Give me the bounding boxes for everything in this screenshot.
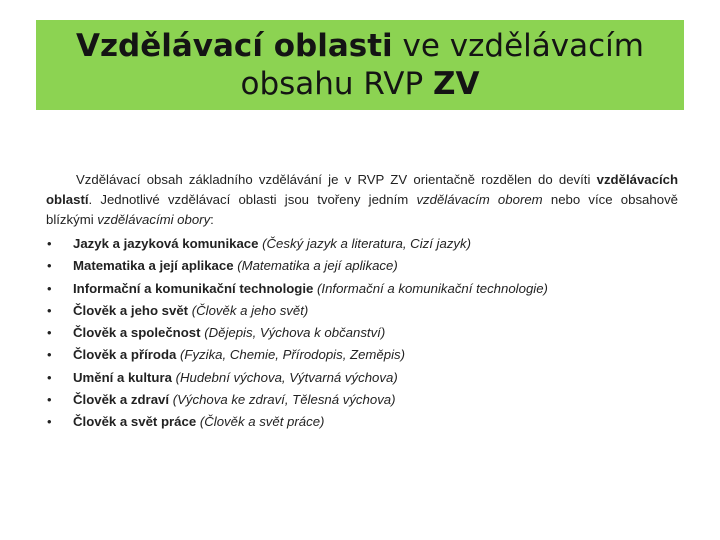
bullet-icon: • <box>47 258 52 274</box>
area-name: Člověk a svět práce <box>73 414 197 430</box>
list-item <box>46 278 678 300</box>
area-name: Člověk a společnost <box>73 325 201 341</box>
intro-text-3: nebo více obsahově blízkými <box>46 192 678 227</box>
title-regular-part: ve vzdělávacím <box>392 28 644 64</box>
intro-italic-term: vzdělávacím oborem <box>416 192 543 207</box>
area-name: Informační a komunikační technologie <box>73 280 314 296</box>
area-name: Matematika a její aplikace <box>73 258 234 274</box>
bullet-icon: • <box>47 325 52 341</box>
title-regular-part-2: obsahu RVP <box>240 66 434 102</box>
intro-text-2: . Jednotlivé vzdělávací oblasti jsou tvořeny jedním <box>88 192 417 207</box>
slide-title-bar <box>36 20 684 110</box>
bullet-icon: • <box>47 280 52 296</box>
list-item <box>46 322 678 344</box>
list-item <box>46 344 678 366</box>
area-name: Člověk a příroda <box>73 347 177 363</box>
list-item <box>46 233 678 255</box>
bullet-icon: • <box>47 369 52 385</box>
area-fields: (Fyzika, Chemie, Přírodopis, Zeměpis) <box>180 347 405 363</box>
bullet-icon: • <box>47 347 52 363</box>
bullet-icon: • <box>47 302 52 318</box>
area-name: Jazyk a jazyková komunikace <box>73 236 259 251</box>
area-fields: (Člověk a jeho svět) <box>191 302 309 318</box>
intro-paragraph <box>46 170 678 230</box>
slide-title-line-1 <box>36 27 684 65</box>
intro-italic-term-2: vzdělávacími obory <box>97 212 211 227</box>
list-item <box>46 300 678 322</box>
area-name: Člověk a zdraví <box>73 392 170 408</box>
area-name: Umění a kultura <box>73 369 172 385</box>
area-fields: (Matematika a její aplikace) <box>237 258 398 274</box>
area-fields: (Český jazyk a literatura, Cizí jazyk) <box>262 236 471 251</box>
area-fields: (Hudební výchova, Výtvarná výchova) <box>175 369 398 385</box>
education-areas-list <box>46 233 678 434</box>
intro-colon: : <box>210 212 214 227</box>
intro-bold-term: vzdělávacích oblastí <box>46 172 678 207</box>
list-item <box>46 367 678 389</box>
area-fields: (Výchova ke zdraví, Tělesná výchova) <box>172 392 396 408</box>
bullet-icon: • <box>47 236 52 251</box>
slide-body <box>46 170 678 434</box>
list-item <box>46 389 678 411</box>
slide-title-line-2 <box>36 65 684 103</box>
title-bold-part: Vzdělávací oblasti <box>76 28 393 64</box>
title-bold-part-2: ZV <box>433 66 480 102</box>
area-fields: (Člověk a svět práce) <box>199 414 325 430</box>
intro-text: Vzdělávací obsah základního vzdělávání je v RVP ZV orientačně rozdělen do devíti <box>76 172 597 187</box>
list-item <box>46 255 678 277</box>
bullet-icon: • <box>47 414 52 430</box>
area-fields: (Informační a komunikační technologie) <box>317 280 548 296</box>
area-fields: (Dějepis, Výchova k občanství) <box>204 325 386 341</box>
area-name: Člověk a jeho svět <box>73 302 189 318</box>
list-item <box>46 411 678 433</box>
bullet-icon: • <box>47 392 52 408</box>
